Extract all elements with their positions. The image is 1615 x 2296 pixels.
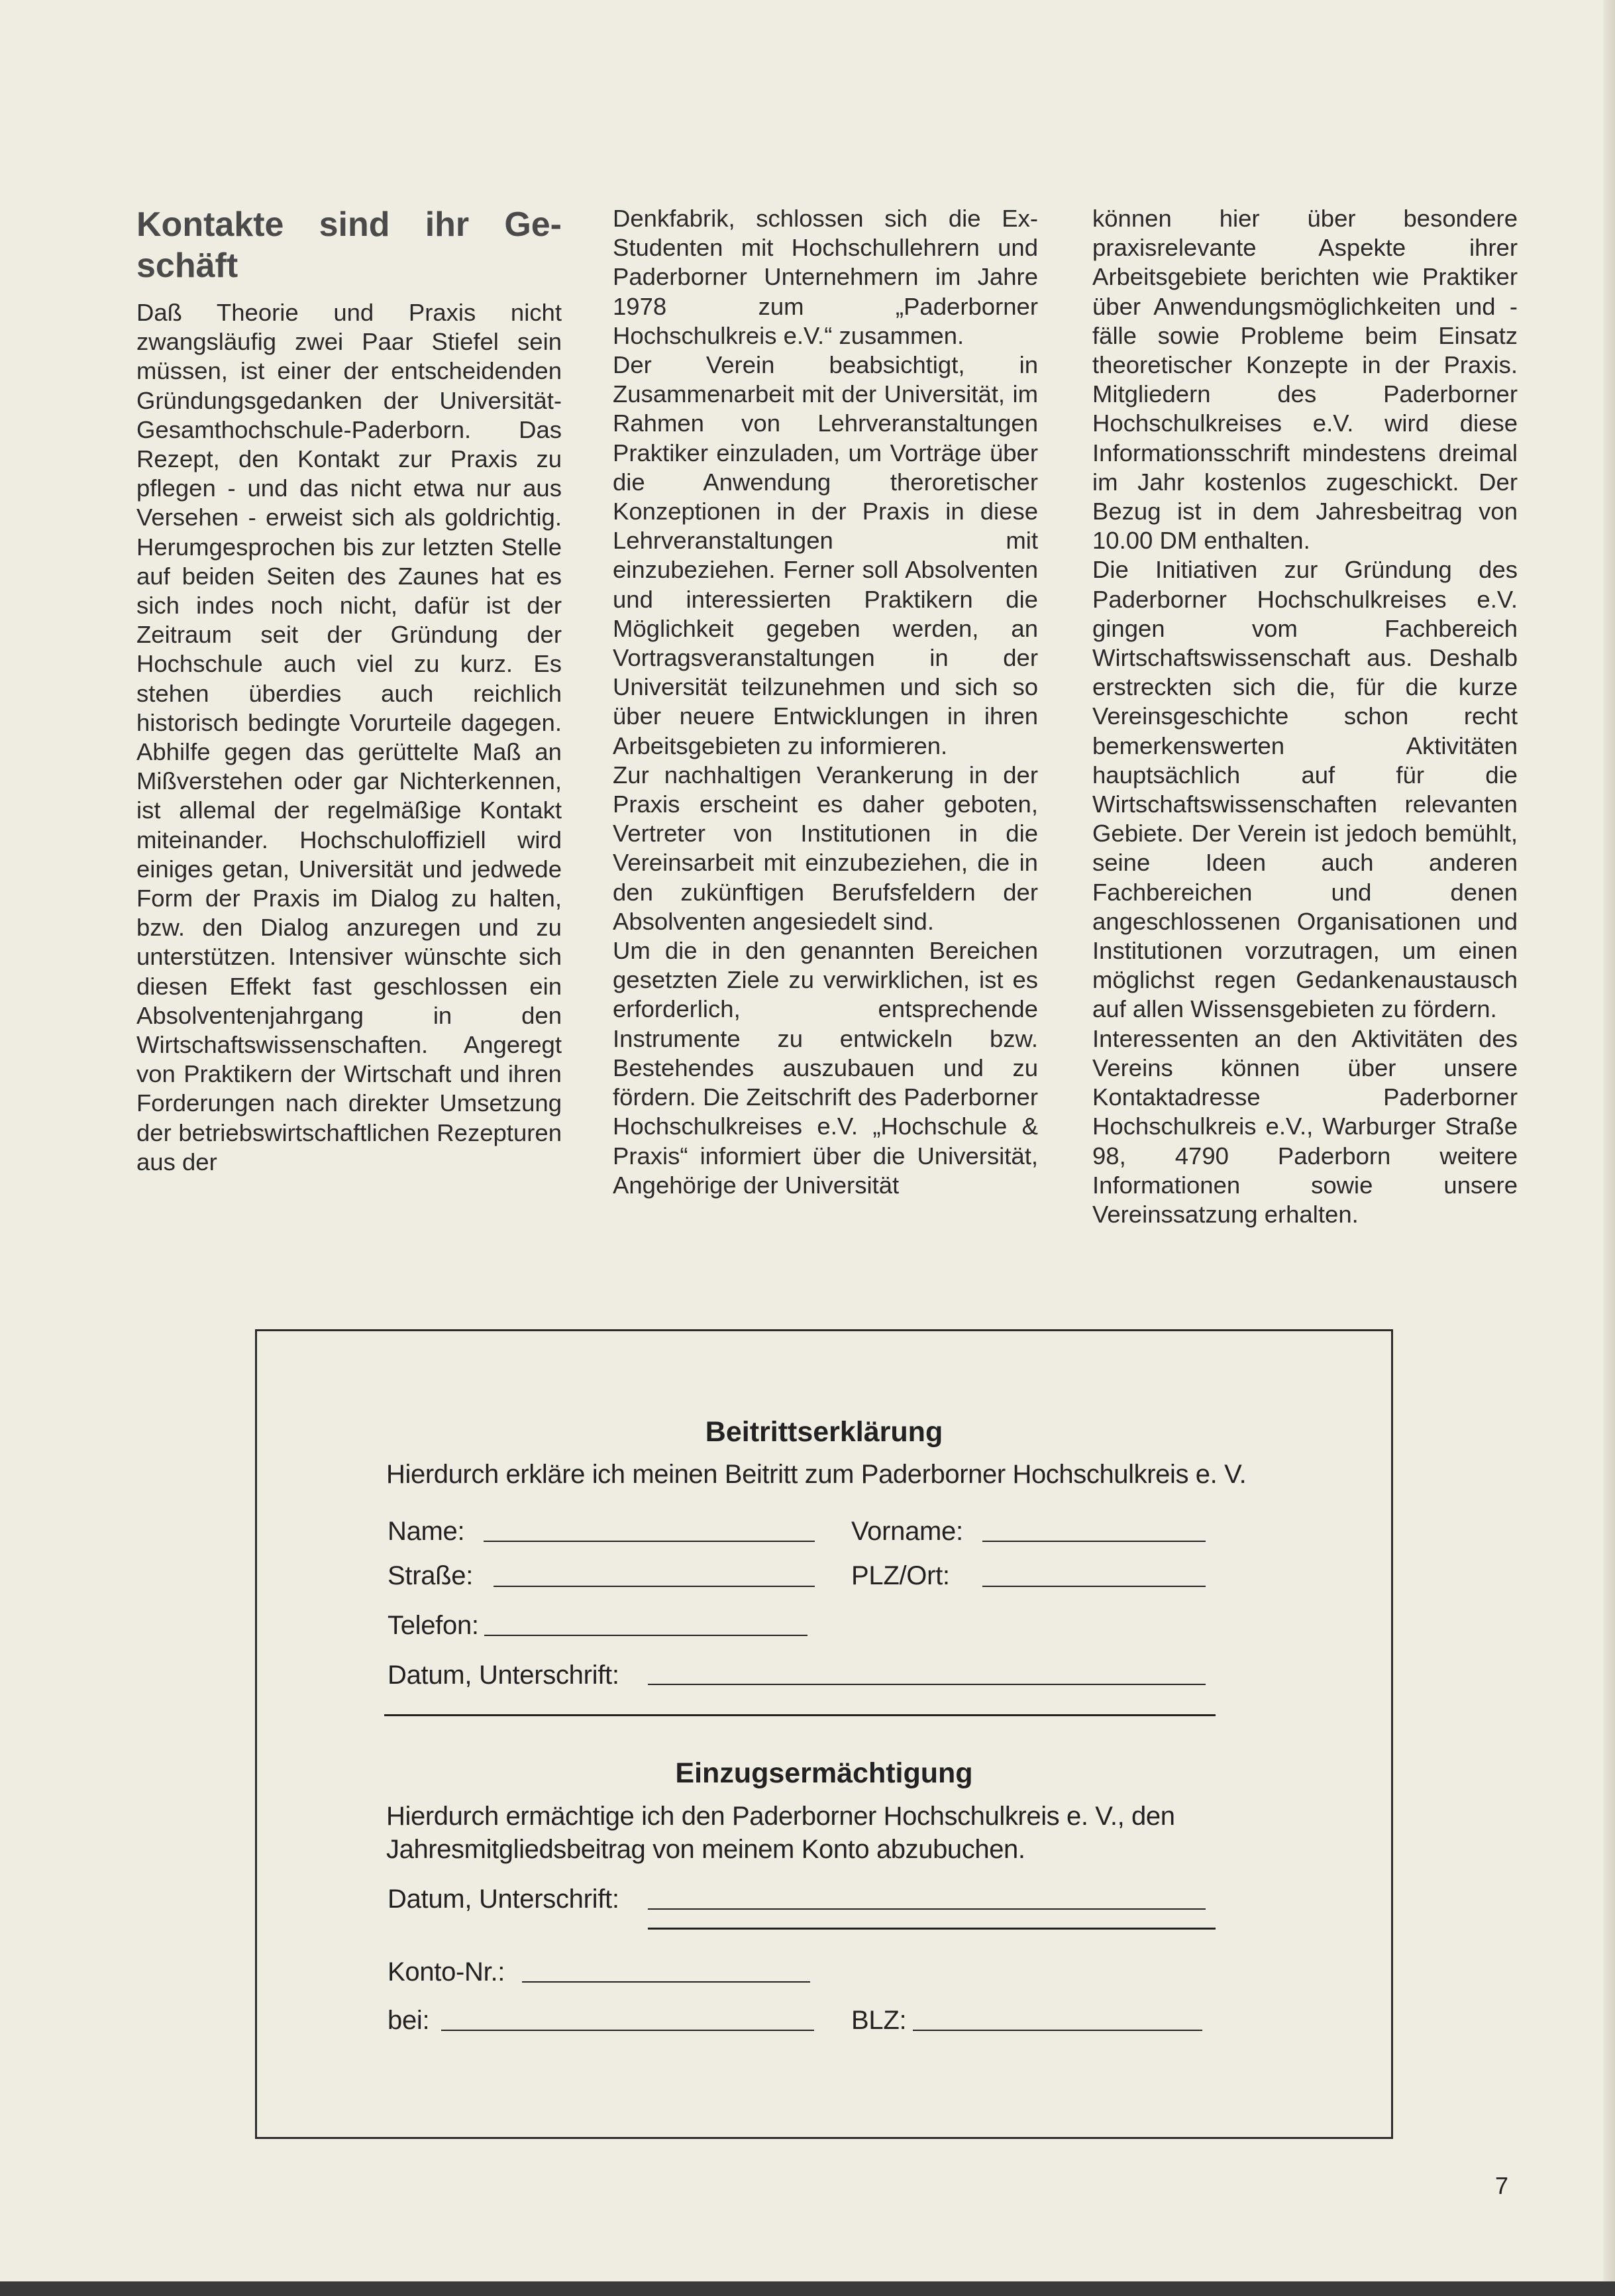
direct-debit-statement-2: Jahresmitgliedsbeitrag von meinem Konto abzubuchen. bbox=[386, 1835, 1025, 1864]
strasse-label: Straße: bbox=[388, 1561, 474, 1590]
article-paragraph: Daß Theorie und Praxis nicht zwangsläufig zwei Paar Stiefel sein müssen, ist einer der entscheidenden Gründungsgedanken der Universität-Gesamthochschule-Paderborn. Das Rezept, den Kontakt zur Praxis zu pflegen - und das nicht etwa nur aus Versehen - erweist sich als goldrichtig. Herumgesprochen bis zur letzten Stelle auf beiden Seiten des Zaunes hat es sich indes noch nicht, dafür ist der Zeitraum seit der Gründung der Hochschule auch viel zu kurz. Es stehen überdies auch reichlich historisch bedingte Vorurteile dagegen. Abhilfe gegen das gerüttelte Maß an Mißverstehen oder gar Nichterkennen, ist allemal der regelmäßige Kontakt miteinander. Hochschuloffiziell wird einiges getan, Universität und jedwede Form der Praxis im Dialog zu halten, bzw. den Dialog anzuregen und zu unterstützen. Intensiver wünschte sich diesen Effekt fast geschlossen ein Absolventenjahrgang in den Wirtschaftswissenschaften. Angeregt von Praktikern der Wirtschaft und ihren Forderungen nach direkter Umsetzung der betriebswirtschaftlichen Rezepturen aus der bbox=[136, 299, 562, 1175]
konto-nr-label: Konto-Nr.: bbox=[388, 1957, 505, 1987]
telefon-label: Telefon: bbox=[388, 1611, 479, 1640]
article-paragraph: Der Verein beabsichtigt, in Zusammenarbeit mit der Universität, im Rahmen von Lehrveranstaltungen Praktiker einzuladen, um Vorträge über die Anwendung theroretischer Konzeptionen in der Praxis in diese Lehrveranstaltungen mit einzubeziehen. Ferner soll Absolventen und interessierten Praktikern die Möglichkeit gegeben werden, an Vortragsveranstaltungen in der Universität teilzunehmen und sich so über neuere Entwicklungen in ihren Arbeitsgebieten zu informieren. bbox=[613, 351, 1038, 759]
plz-ort-label: PLZ/Ort: bbox=[851, 1561, 950, 1590]
article-paragraph: Um die in den genannten Bereichen gesetzten Ziele zu verwirklichen, ist es erforderlich, entsprechende Instrumente zu entwickeln bzw. Bestehendes auszubauen und zu fördern. Die Zeitschrift des Paderborner Hochschulkreises e.V. „Hochschule & Praxis“ informiert über die Universität, Angehörige der Universität bbox=[613, 937, 1038, 1199]
debit-datum-unterschrift-field[interactable] bbox=[648, 1908, 1206, 1910]
article-paragraph: können hier über besondere praxisrelevante Aspekte ihrer Arbeitsgebiete berichten wie Praktiker über Anwendungsmöglichkeiten und -fälle sowie Probleme beim Einsatz theoretischer Konzepte in der Praxis. Mitgliedern des Paderborner Hochschulkreises e.V. wird diese Informationsschrift mindestens dreimal im Jahr kostenlos zugeschickt. Der Bezug ist in dem Jahresbeitrag von 10.00 DM enthalten. bbox=[1092, 205, 1518, 555]
article-paragraph: Zur nachhaltigen Verankerung in der Praxis erscheint es daher geboten, Vertreter von Institutionen in die Vereinsarbeit mit einzubeziehen, die in den zukünftigen Berufsfeldern der Absolventen angesiedelt sind. bbox=[613, 761, 1038, 935]
article-paragraph: Interessenten an den Aktivitäten des Vereins können über unsere Kontaktadresse Paderborner Hochschulkreis e.V., Warburger Straße 98, 4790 Paderborn weitere Informationen sowie unsere Vereinssatzung erhalten. bbox=[1092, 1024, 1518, 1228]
plz-ort-field[interactable] bbox=[982, 1586, 1206, 1587]
membership-form-box bbox=[255, 1329, 1393, 2139]
article-column-3 bbox=[1092, 204, 1518, 1229]
bei-field[interactable] bbox=[441, 2030, 814, 2031]
membership-statement: Hierdurch erkläre ich meinen Beitritt zum Paderborner Hochschulkreis e. V. bbox=[386, 1460, 1247, 1489]
article-headline: Kontakte sind ihr Ge-schäft bbox=[136, 205, 562, 285]
article-column-1 bbox=[136, 204, 562, 1177]
name-label: Name: bbox=[388, 1517, 465, 1546]
article-column-2 bbox=[613, 204, 1038, 1200]
datum-unterschrift-label: Datum, Unterschrift: bbox=[388, 1661, 619, 1690]
article-paragraph: Die Initiativen zur Gründung des Paderborner Hochschulkreises e.V. gingen vom Fachbereich Wirtschaftswissenschaft aus. Deshalb erstreckten sich die, für die kurze Vereinsgeschichte schon recht bemerkenswerten Aktivitäten hauptsächlich auf für die Wirtschaftswissenschaften relevanten Gebiete. Der Verein ist jedoch bemühlt, seine Ideen auch anderen Fachbereichen und denen angeschlossenen Organisationen und Institutionen vorzutragen, um einen möglichst regen Gedankenaustausch auf allen Wissensgebieten zu fördern. bbox=[1092, 556, 1518, 1023]
vorname-field[interactable] bbox=[982, 1541, 1206, 1542]
vorname-label: Vorname: bbox=[851, 1517, 963, 1546]
strasse-field[interactable] bbox=[494, 1586, 815, 1587]
article-paragraph: Denkfabrik, schlossen sich die Ex-Studenten mit Hochschullehrern und Paderborner Unternehmern im Jahre 1978 zum „Paderborner Hochschulkreis e.V.“ zusammen. bbox=[613, 205, 1038, 349]
datum-unterschrift-field[interactable] bbox=[648, 1684, 1206, 1685]
direct-debit-statement-1: Hierdurch ermächtige ich den Paderborner Hochschulkreis e. V., den bbox=[386, 1802, 1175, 1831]
scan-border bbox=[0, 2281, 1615, 2296]
section-rule bbox=[648, 1928, 1216, 1930]
membership-title: Beitrittserklärung bbox=[705, 1416, 943, 1448]
section-divider bbox=[384, 1714, 1216, 1716]
konto-nr-field[interactable] bbox=[522, 1981, 810, 1983]
blz-field[interactable] bbox=[913, 2030, 1202, 2031]
blz-label: BLZ: bbox=[851, 2006, 907, 2035]
direct-debit-title: Einzugsermächtigung bbox=[675, 1757, 973, 1789]
debit-datum-unterschrift-label: Datum, Unterschrift: bbox=[388, 1885, 619, 1914]
page-number: 7 bbox=[1495, 2172, 1509, 2199]
bei-label: bei: bbox=[388, 2006, 430, 2035]
name-field[interactable] bbox=[484, 1541, 815, 1542]
page-edge bbox=[1603, 0, 1615, 2296]
telefon-field[interactable] bbox=[484, 1635, 808, 1636]
